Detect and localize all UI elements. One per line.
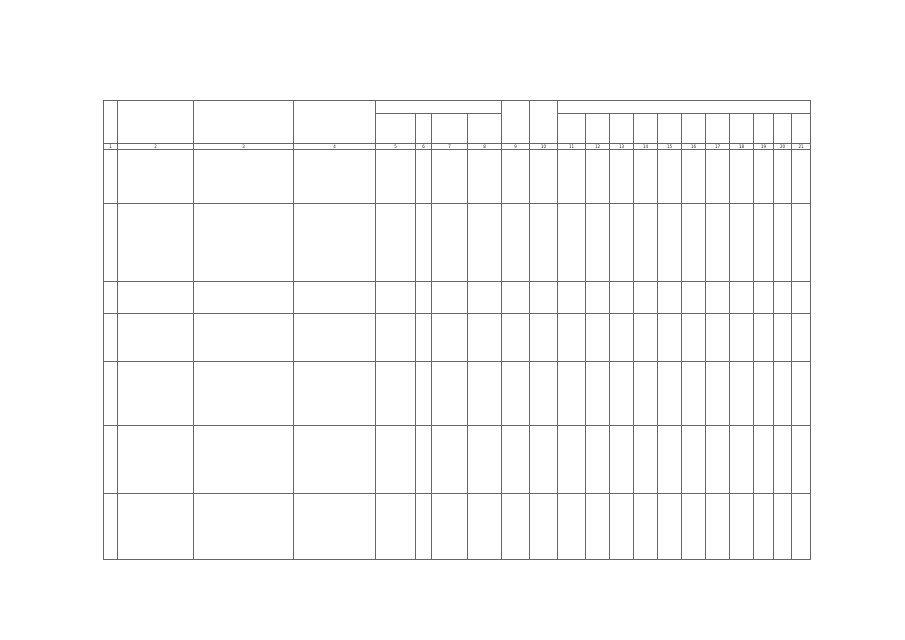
row-value bbox=[730, 314, 754, 362]
row-value bbox=[558, 362, 586, 426]
header-basis-b bbox=[416, 114, 432, 144]
row-description bbox=[194, 426, 294, 494]
header-basis-c bbox=[432, 114, 468, 144]
row-measure-name bbox=[118, 426, 194, 494]
row-description bbox=[194, 362, 294, 426]
document-sheet bbox=[103, 100, 810, 537]
row-value bbox=[774, 150, 792, 204]
row-value bbox=[530, 314, 558, 362]
row-basis-b bbox=[416, 314, 432, 362]
row-value bbox=[658, 426, 682, 494]
row-result bbox=[294, 314, 376, 362]
row-value bbox=[502, 314, 530, 362]
row-value bbox=[792, 362, 811, 426]
row-measure-name bbox=[118, 204, 194, 282]
row-value bbox=[610, 362, 634, 426]
row-basis-c bbox=[432, 494, 468, 560]
row-value bbox=[610, 204, 634, 282]
row-value bbox=[586, 282, 610, 314]
row-value bbox=[682, 494, 706, 560]
row-value bbox=[530, 362, 558, 426]
row-value bbox=[502, 282, 530, 314]
row-value bbox=[754, 314, 774, 362]
row-value bbox=[502, 494, 530, 560]
column-number: 21 bbox=[792, 144, 811, 150]
row-value bbox=[558, 150, 586, 204]
row-value bbox=[558, 314, 586, 362]
row-value bbox=[682, 314, 706, 362]
column-number: 5 bbox=[376, 144, 416, 150]
row-value bbox=[792, 204, 811, 282]
row-value bbox=[586, 426, 610, 494]
row-basis-b bbox=[416, 426, 432, 494]
row-measure-name bbox=[118, 362, 194, 426]
row-basis-a bbox=[376, 426, 416, 494]
row-value bbox=[682, 204, 706, 282]
row-number bbox=[104, 282, 118, 314]
row-result bbox=[294, 494, 376, 560]
header-result bbox=[294, 101, 376, 144]
row-result bbox=[294, 150, 376, 204]
header-plan bbox=[558, 101, 811, 114]
row-basis-a bbox=[376, 204, 416, 282]
investment-program-table bbox=[103, 100, 811, 560]
row-value bbox=[658, 150, 682, 204]
row-measure-name bbox=[118, 314, 194, 362]
row-value bbox=[706, 204, 730, 282]
row-measure-name bbox=[118, 494, 194, 560]
row-basis-c bbox=[432, 314, 468, 362]
row-basis-c bbox=[432, 362, 468, 426]
column-number: 13 bbox=[610, 144, 634, 150]
header-year-8 bbox=[730, 114, 754, 144]
header-basis-d bbox=[468, 114, 502, 144]
row-value bbox=[530, 204, 558, 282]
column-number: 3 bbox=[194, 144, 294, 150]
row-number bbox=[104, 494, 118, 560]
column-number: 14 bbox=[634, 144, 658, 150]
row-value bbox=[586, 314, 610, 362]
row-result bbox=[294, 362, 376, 426]
row-basis-d bbox=[468, 362, 502, 426]
row-value bbox=[658, 282, 682, 314]
column-number: 11 bbox=[558, 144, 586, 150]
row-value bbox=[774, 314, 792, 362]
row-result bbox=[294, 204, 376, 282]
row-description bbox=[194, 282, 294, 314]
row-basis-c bbox=[432, 426, 468, 494]
row-basis-d bbox=[468, 494, 502, 560]
header-no bbox=[104, 101, 118, 144]
row-value bbox=[634, 150, 658, 204]
row-value bbox=[586, 204, 610, 282]
row-number bbox=[104, 150, 118, 204]
row-value bbox=[754, 426, 774, 494]
column-number: 16 bbox=[682, 144, 706, 150]
row-number bbox=[104, 426, 118, 494]
table-row bbox=[104, 204, 811, 282]
row-value bbox=[682, 282, 706, 314]
row-measure-name bbox=[118, 282, 194, 314]
row-value bbox=[610, 282, 634, 314]
row-value bbox=[706, 494, 730, 560]
row-value bbox=[754, 204, 774, 282]
row-basis-d bbox=[468, 282, 502, 314]
row-basis-d bbox=[468, 314, 502, 362]
row-value bbox=[502, 150, 530, 204]
row-value bbox=[706, 150, 730, 204]
row-value bbox=[754, 494, 774, 560]
row-value bbox=[792, 150, 811, 204]
row-number bbox=[104, 362, 118, 426]
table-row bbox=[104, 282, 811, 314]
header-finance bbox=[530, 101, 558, 144]
header-year-5 bbox=[658, 114, 682, 144]
header-year-7 bbox=[706, 114, 730, 144]
row-value bbox=[706, 314, 730, 362]
row-basis-b bbox=[416, 362, 432, 426]
row-value bbox=[558, 494, 586, 560]
header-basis bbox=[376, 101, 502, 114]
row-value bbox=[634, 204, 658, 282]
table-row bbox=[104, 494, 811, 560]
table-body bbox=[104, 150, 811, 560]
row-value bbox=[774, 362, 792, 426]
header-year-2 bbox=[586, 114, 610, 144]
header-description bbox=[194, 101, 294, 144]
row-value bbox=[730, 362, 754, 426]
header-year-1 bbox=[558, 114, 586, 144]
row-result bbox=[294, 426, 376, 494]
row-value bbox=[754, 150, 774, 204]
row-value bbox=[730, 150, 754, 204]
row-value bbox=[792, 282, 811, 314]
row-value bbox=[530, 282, 558, 314]
row-value bbox=[658, 494, 682, 560]
row-basis-a bbox=[376, 362, 416, 426]
table-row bbox=[104, 362, 811, 426]
row-basis-d bbox=[468, 150, 502, 204]
column-number: 19 bbox=[754, 144, 774, 150]
row-value bbox=[682, 362, 706, 426]
row-basis-a bbox=[376, 494, 416, 560]
header-year-4 bbox=[634, 114, 658, 144]
row-value bbox=[610, 494, 634, 560]
row-value bbox=[730, 494, 754, 560]
row-value bbox=[658, 314, 682, 362]
row-value bbox=[558, 282, 586, 314]
row-basis-d bbox=[468, 204, 502, 282]
column-number: 17 bbox=[706, 144, 730, 150]
row-number bbox=[104, 314, 118, 362]
row-value bbox=[706, 426, 730, 494]
column-number: 7 bbox=[432, 144, 468, 150]
row-value bbox=[774, 282, 792, 314]
row-value bbox=[774, 204, 792, 282]
row-value bbox=[634, 362, 658, 426]
column-number: 10 bbox=[530, 144, 558, 150]
row-basis-b bbox=[416, 150, 432, 204]
row-value bbox=[730, 426, 754, 494]
row-value bbox=[754, 362, 774, 426]
column-number: 1 bbox=[104, 144, 118, 150]
row-value bbox=[634, 426, 658, 494]
row-value bbox=[610, 314, 634, 362]
row-value bbox=[610, 426, 634, 494]
row-value bbox=[792, 494, 811, 560]
row-value bbox=[558, 204, 586, 282]
row-value bbox=[634, 314, 658, 362]
row-value bbox=[586, 362, 610, 426]
row-value bbox=[586, 150, 610, 204]
row-description bbox=[194, 150, 294, 204]
row-basis-a bbox=[376, 150, 416, 204]
row-value bbox=[530, 494, 558, 560]
row-value bbox=[558, 426, 586, 494]
column-number: 12 bbox=[586, 144, 610, 150]
column-number: 8 bbox=[468, 144, 502, 150]
column-number: 18 bbox=[730, 144, 754, 150]
row-basis-a bbox=[376, 314, 416, 362]
column-number: 20 bbox=[774, 144, 792, 150]
row-value bbox=[502, 362, 530, 426]
row-basis-c bbox=[432, 204, 468, 282]
row-value bbox=[706, 282, 730, 314]
row-value bbox=[682, 150, 706, 204]
row-value bbox=[634, 494, 658, 560]
row-value bbox=[530, 426, 558, 494]
row-value bbox=[530, 150, 558, 204]
row-value bbox=[610, 150, 634, 204]
header-year-3 bbox=[610, 114, 634, 144]
row-measure-name bbox=[118, 150, 194, 204]
row-description bbox=[194, 204, 294, 282]
row-basis-b bbox=[416, 494, 432, 560]
header-cost bbox=[502, 101, 530, 144]
row-value bbox=[502, 426, 530, 494]
row-value bbox=[792, 314, 811, 362]
column-number: 2 bbox=[118, 144, 194, 150]
row-value bbox=[774, 494, 792, 560]
row-basis-b bbox=[416, 282, 432, 314]
header-extra-2 bbox=[792, 114, 811, 144]
row-value bbox=[586, 494, 610, 560]
row-value bbox=[502, 204, 530, 282]
header-basis-a bbox=[376, 114, 416, 144]
table-row bbox=[104, 314, 811, 362]
row-value bbox=[730, 204, 754, 282]
row-basis-c bbox=[432, 282, 468, 314]
row-value bbox=[658, 362, 682, 426]
row-value bbox=[634, 282, 658, 314]
row-value bbox=[792, 426, 811, 494]
row-value bbox=[774, 426, 792, 494]
row-basis-a bbox=[376, 282, 416, 314]
row-result bbox=[294, 282, 376, 314]
header-year-6 bbox=[682, 114, 706, 144]
row-description bbox=[194, 314, 294, 362]
row-basis-c bbox=[432, 150, 468, 204]
header-extra-1 bbox=[774, 114, 792, 144]
row-value bbox=[658, 204, 682, 282]
column-number: 6 bbox=[416, 144, 432, 150]
row-value bbox=[730, 282, 754, 314]
column-number: 15 bbox=[658, 144, 682, 150]
table-row bbox=[104, 426, 811, 494]
row-number bbox=[104, 204, 118, 282]
row-value bbox=[706, 362, 730, 426]
row-basis-b bbox=[416, 204, 432, 282]
column-number: 4 bbox=[294, 144, 376, 150]
row-basis-d bbox=[468, 426, 502, 494]
header-name bbox=[118, 101, 194, 144]
column-number: 9 bbox=[502, 144, 530, 150]
header-year-9 bbox=[754, 114, 774, 144]
table-row bbox=[104, 150, 811, 204]
row-value bbox=[682, 426, 706, 494]
row-value bbox=[754, 282, 774, 314]
row-description bbox=[194, 494, 294, 560]
